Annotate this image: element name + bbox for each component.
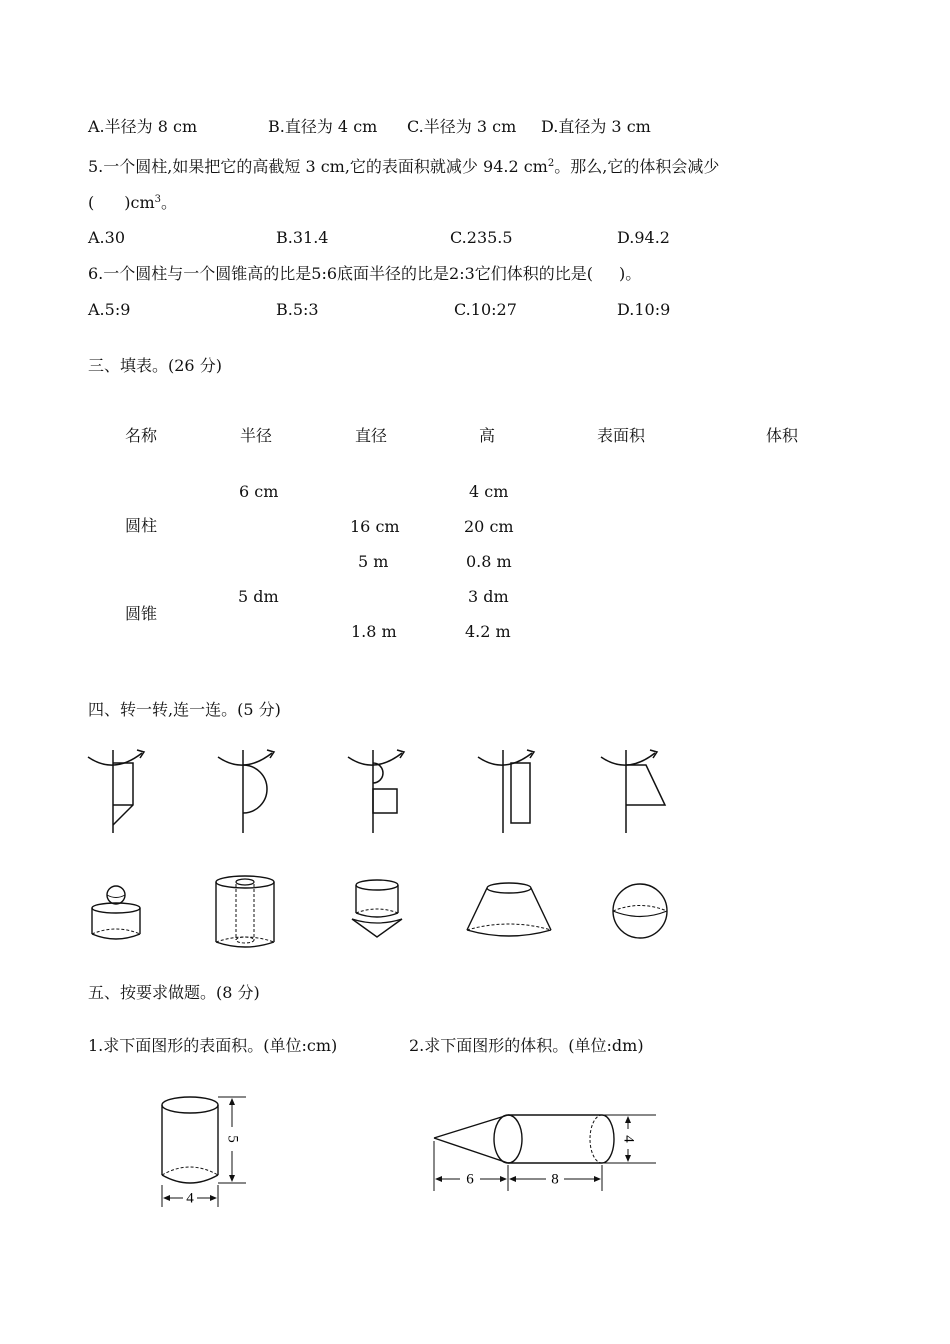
table-row-2-height: 20 cm bbox=[464, 517, 514, 536]
figure-cylinder-surface-area bbox=[150, 1085, 260, 1215]
table-row-5-diameter: 1.8 m bbox=[351, 622, 397, 641]
table-row-4-radius: 5 dm bbox=[238, 587, 279, 606]
solid-frustum bbox=[463, 878, 558, 943]
solid-cylinder-on-cone bbox=[348, 875, 408, 945]
table-row-3-height: 0.8 m bbox=[466, 552, 512, 571]
q6-stem: 6.一个圆柱与一个圆锥高的比是5:6底面半径的比是2:3它们体积的比是( )。 bbox=[88, 264, 642, 283]
table-label-cone: 圆锥 bbox=[125, 604, 158, 623]
table-row-5-height: 4.2 m bbox=[465, 622, 511, 641]
solid-sphere-on-cylinder bbox=[85, 880, 150, 945]
table-row-1-radius: 6 cm bbox=[239, 482, 279, 501]
section5-q2: 2.求下面图形的体积。(单位:dm) bbox=[409, 1036, 644, 1055]
q4-option-d: D.直径为 3 cm bbox=[541, 117, 651, 136]
table-header-radius: 半径 bbox=[240, 426, 273, 445]
table-row-2-diameter: 16 cm bbox=[350, 517, 400, 536]
rotation-figure-5 bbox=[593, 745, 683, 840]
solid-sphere bbox=[609, 880, 679, 945]
solid-hollow-cylinder bbox=[212, 872, 282, 952]
q5-option-c: C.235.5 bbox=[450, 228, 513, 247]
table-header-diameter: 直径 bbox=[355, 426, 388, 445]
figure1-height-label: 5 bbox=[224, 1135, 241, 1143]
q6-option-a: A.5:9 bbox=[88, 300, 131, 319]
section5-q1: 1.求下面图形的表面积。(单位:cm) bbox=[88, 1036, 338, 1055]
q5-option-b: B.31.4 bbox=[276, 228, 329, 247]
q6-option-d: D.10:9 bbox=[617, 300, 671, 319]
q5-blank-line: ( )$cm^3$。 bbox=[88, 193, 178, 212]
figure2-diameter-label: 4 bbox=[620, 1135, 637, 1143]
q5-option-d: D.94.2 bbox=[617, 228, 670, 247]
q5-option-a: A.30 bbox=[88, 228, 125, 247]
table-label-cylinder: 圆柱 bbox=[125, 516, 158, 535]
q6-option-b: B.5:3 bbox=[276, 300, 319, 319]
section3-title: 三、填表。(26 分) bbox=[88, 356, 222, 375]
table-header-volume: 体积 bbox=[766, 426, 799, 445]
table-header-height: 高 bbox=[479, 426, 496, 445]
q5-stem: 5.一个圆柱,如果把它的高截短 3 cm,它的表面积就减少 94.2 $cm^2$。那么,它的体积会减少 bbox=[88, 157, 720, 176]
table-row-4-height: 3 dm bbox=[468, 587, 509, 606]
q4-option-b: B.直径为 4 cm bbox=[268, 117, 378, 136]
figure2-cone-length-label: 6 bbox=[466, 1171, 474, 1188]
rotation-figure-3 bbox=[340, 745, 420, 840]
table-row-3-diameter: 5 m bbox=[358, 552, 389, 571]
figure1-diameter-label: 4 bbox=[186, 1190, 194, 1207]
rotation-figure-4 bbox=[470, 745, 550, 840]
rotation-figure-1 bbox=[80, 745, 160, 840]
q4-option-a: A.半径为 8 cm bbox=[88, 117, 198, 136]
figure2-cylinder-length-label: 8 bbox=[551, 1171, 559, 1188]
q4-option-c: C.半径为 3 cm bbox=[407, 117, 517, 136]
table-row-1-height: 4 cm bbox=[469, 482, 509, 501]
rotation-figure-2 bbox=[210, 745, 290, 840]
table-header-surface-area: 表面积 bbox=[597, 426, 646, 445]
section4-title: 四、转一转,连一连。(5 分) bbox=[88, 700, 281, 719]
figure-cone-cylinder-volume bbox=[428, 1105, 668, 1200]
section5-title: 五、按要求做题。(8 分) bbox=[88, 983, 260, 1002]
q6-option-c: C.10:27 bbox=[454, 300, 517, 319]
table-header-name: 名称 bbox=[125, 426, 158, 445]
